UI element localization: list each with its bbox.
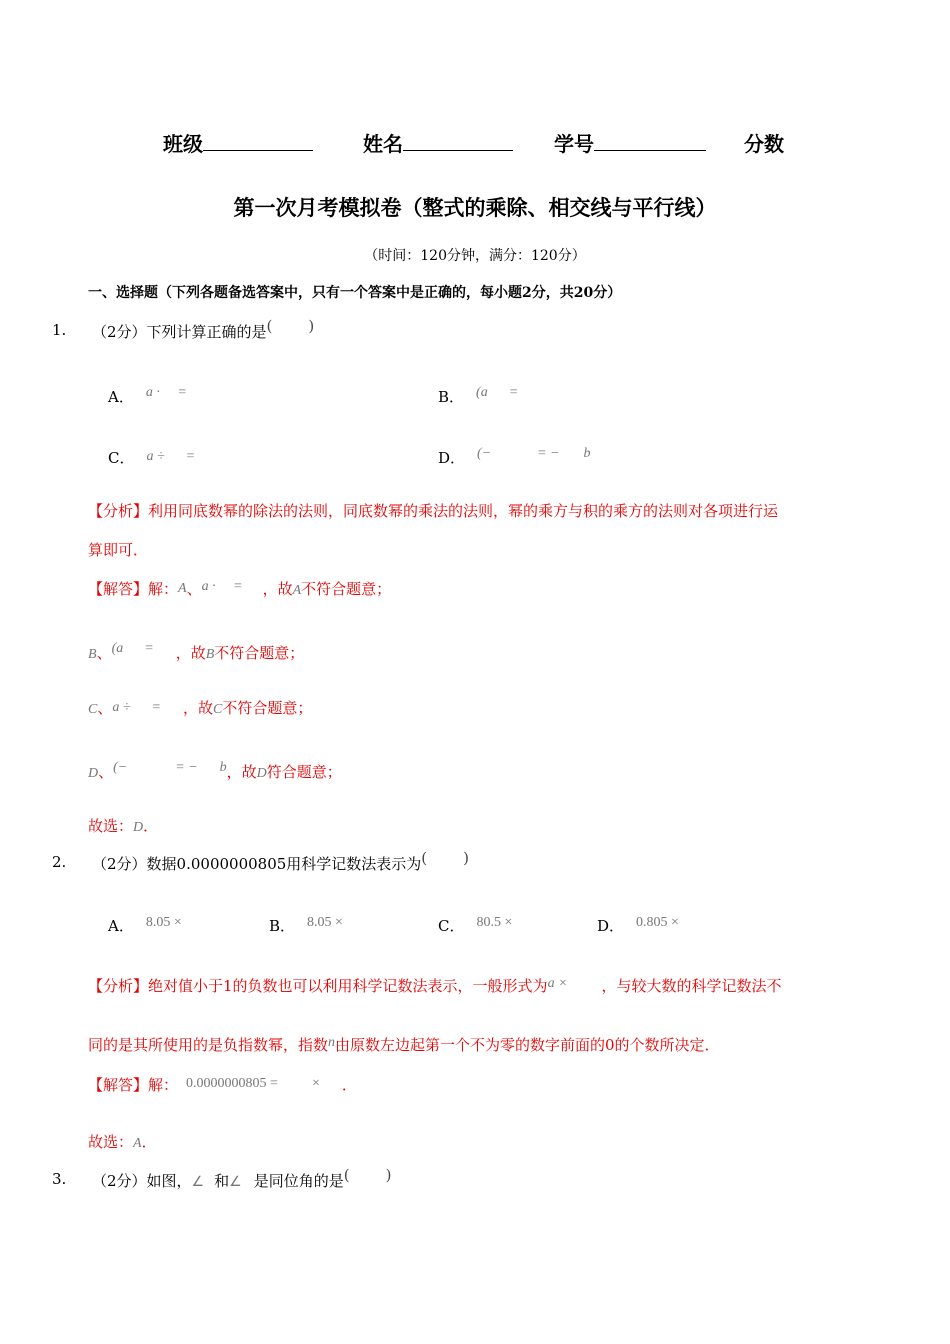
class-label: 班级 — [163, 132, 203, 156]
question-number: 1. — [52, 321, 67, 339]
paren-close: ) — [463, 849, 470, 867]
question-stem-2: 和 — [214, 1172, 230, 1190]
option-c-label: C． — [108, 449, 135, 467]
option-a[interactable] — [108, 915, 182, 936]
option-c-formula: a ÷ = — [146, 449, 196, 464]
option-a-formula: a · = — [145, 385, 187, 400]
question-number: 2. — [52, 853, 67, 871]
option-d[interactable] — [597, 915, 679, 936]
section-heading: 一、选择题（下列各题备选答案中，只有一个答案中是正确的，每小题2分，共20分） — [88, 285, 622, 301]
option-b-formula: 8.05 × — [307, 915, 343, 930]
id-field[interactable] — [554, 128, 706, 157]
option-b-label: B． — [269, 917, 296, 935]
id-label: 学号 — [554, 132, 594, 156]
analysis-2-cont — [88, 1034, 720, 1055]
answer-b-letter: B — [88, 647, 97, 662]
option-c[interactable] — [108, 447, 195, 468]
separator: 、 — [96, 644, 112, 662]
analysis-text: 利用同底数幂的除法的法则，同底数幂的乘法的法则，幂的乘方与积的乘方的法则对各项进行运 — [148, 502, 779, 520]
paren-open: ( — [266, 317, 273, 335]
paren-open: ( — [421, 849, 428, 867]
option-a[interactable] — [108, 386, 187, 407]
question-stem: （2分）下列计算正确的是 — [92, 323, 267, 341]
answer-c-text2: 不符合题意； — [222, 699, 313, 717]
option-b-formula: (a = — [476, 385, 519, 400]
answer-d-letter-2: D — [256, 766, 267, 781]
answer-c-text1: ，故 — [183, 699, 214, 717]
answer-d-letter: D — [88, 766, 99, 781]
option-a-formula: 8.05 × — [145, 915, 182, 930]
option-b[interactable] — [269, 915, 343, 936]
separator: 、 — [97, 699, 113, 717]
answer-1-b — [88, 642, 304, 663]
option-d-formula-3: b — [583, 446, 591, 461]
option-d-formula: 0.805 × — [636, 915, 679, 930]
score-label: 分数 — [744, 132, 784, 156]
page-title: 第一次月考模拟卷（整式的乘除、相交线与平行线） — [233, 195, 717, 220]
answer-c-letter-2: C — [213, 702, 223, 717]
answer-intro: 解： — [148, 580, 179, 598]
answer-1-c — [88, 697, 312, 718]
name-field[interactable] — [363, 128, 513, 157]
answer-a-text2: 不符合题意； — [301, 580, 392, 598]
answer-2 — [88, 1074, 357, 1095]
class-blank[interactable] — [203, 132, 313, 151]
answer-b-formula: (a = — [111, 641, 154, 656]
analysis-text-b: ，与较大数的科学记数法不 — [601, 977, 782, 995]
separator: 、 — [98, 763, 114, 781]
answer-end: ． — [341, 1076, 357, 1094]
analysis-text: 绝对值小于1的负数也可以利用科学记数法表示，一般形式为 — [148, 977, 548, 995]
angle-symbol-2: ∠ — [229, 1175, 242, 1190]
question-stem-3: 是同位角的是 — [253, 1172, 344, 1190]
paren-close: ) — [308, 317, 315, 335]
name-label: 姓名 — [363, 132, 403, 156]
exam-info: （时间：120分钟，满分：120分） — [364, 248, 586, 264]
option-a-label: A． — [108, 388, 134, 406]
choose-period: ． — [143, 817, 159, 835]
question-text — [92, 1166, 392, 1191]
analysis-text-2a: 同的是其所使用的是负指数幂，指数 — [88, 1036, 329, 1054]
option-d-formula-2: = − — [537, 446, 560, 461]
answer-d-formula-2: = − — [175, 760, 198, 775]
answer-a-letter: A — [178, 581, 187, 596]
answer-c-formula: a ÷ = — [112, 700, 161, 715]
answer-d-formula-3: b — [219, 760, 227, 775]
analysis-n: n — [328, 1035, 336, 1050]
option-a-label: A． — [108, 917, 134, 935]
answer-b-text1: ，故 — [175, 644, 206, 662]
option-b-label: B． — [438, 388, 465, 406]
answer-a-text1: ，故 — [262, 580, 293, 598]
answer-d-text2: 符合题意； — [266, 763, 342, 781]
name-blank[interactable] — [403, 132, 513, 151]
question-text — [92, 849, 470, 874]
id-blank[interactable] — [594, 132, 706, 151]
analysis-2 — [88, 975, 782, 996]
answer-formula-2: × — [311, 1076, 320, 1091]
analysis-1-cont: 算即可． — [88, 541, 149, 559]
answer-a-formula: a · = — [201, 579, 243, 594]
answer-c-letter: C — [88, 702, 98, 717]
separator: 、 — [186, 580, 202, 598]
question-number: 3. — [52, 1170, 67, 1188]
answer-1-a — [88, 578, 391, 599]
answer-d-text1: ，故 — [226, 763, 257, 781]
choose-letter: D — [133, 820, 144, 835]
answer-tag: 【解答】 — [88, 580, 149, 598]
option-d[interactable] — [438, 447, 591, 468]
choose-letter: A — [133, 1136, 142, 1151]
analysis-formula: a × — [547, 976, 568, 991]
choose-label: 故选： — [88, 1133, 134, 1151]
option-d-formula-1: (− — [477, 446, 492, 461]
answer-b-letter-2: B — [205, 647, 215, 662]
analysis-1 — [88, 500, 778, 521]
answer-formula-1: 0.0000000805 = — [186, 1076, 278, 1091]
choice-1 — [88, 815, 158, 836]
choose-label: 故选： — [88, 817, 134, 835]
question-text — [92, 317, 315, 342]
answer-1-d — [88, 761, 342, 782]
class-field[interactable] — [163, 128, 313, 157]
answer-d-formula-1: (− — [113, 760, 128, 775]
paren-open: ( — [343, 1166, 350, 1184]
choice-2 — [88, 1131, 157, 1152]
analysis-tag: 【分析】 — [88, 977, 149, 995]
analysis-tag: 【分析】 — [88, 502, 149, 520]
answer-tag: 【解答】 — [88, 1076, 149, 1094]
analysis-text-2b: 由原数左边起第一个不为零的数字前面的0的个数所决定． — [335, 1036, 720, 1054]
answer-a-letter-2: A — [292, 583, 302, 598]
paren-close: ) — [385, 1166, 392, 1184]
option-c[interactable] — [438, 915, 512, 936]
question-stem-1: （2分）如图， — [92, 1172, 192, 1190]
option-b[interactable] — [438, 386, 518, 407]
answer-intro: 解： — [148, 1076, 179, 1094]
option-c-formula: 80.5 × — [476, 915, 513, 930]
option-c-label: C． — [438, 917, 465, 935]
question-stem: （2分）数据0.0000000805用科学记数法表示为 — [92, 855, 422, 873]
option-d-label: D． — [438, 449, 466, 467]
answer-b-text2: 不符合题意； — [214, 644, 305, 662]
option-d-label: D． — [597, 917, 625, 935]
angle-symbol-1: ∠ — [191, 1175, 205, 1190]
choose-period: ． — [141, 1133, 157, 1151]
